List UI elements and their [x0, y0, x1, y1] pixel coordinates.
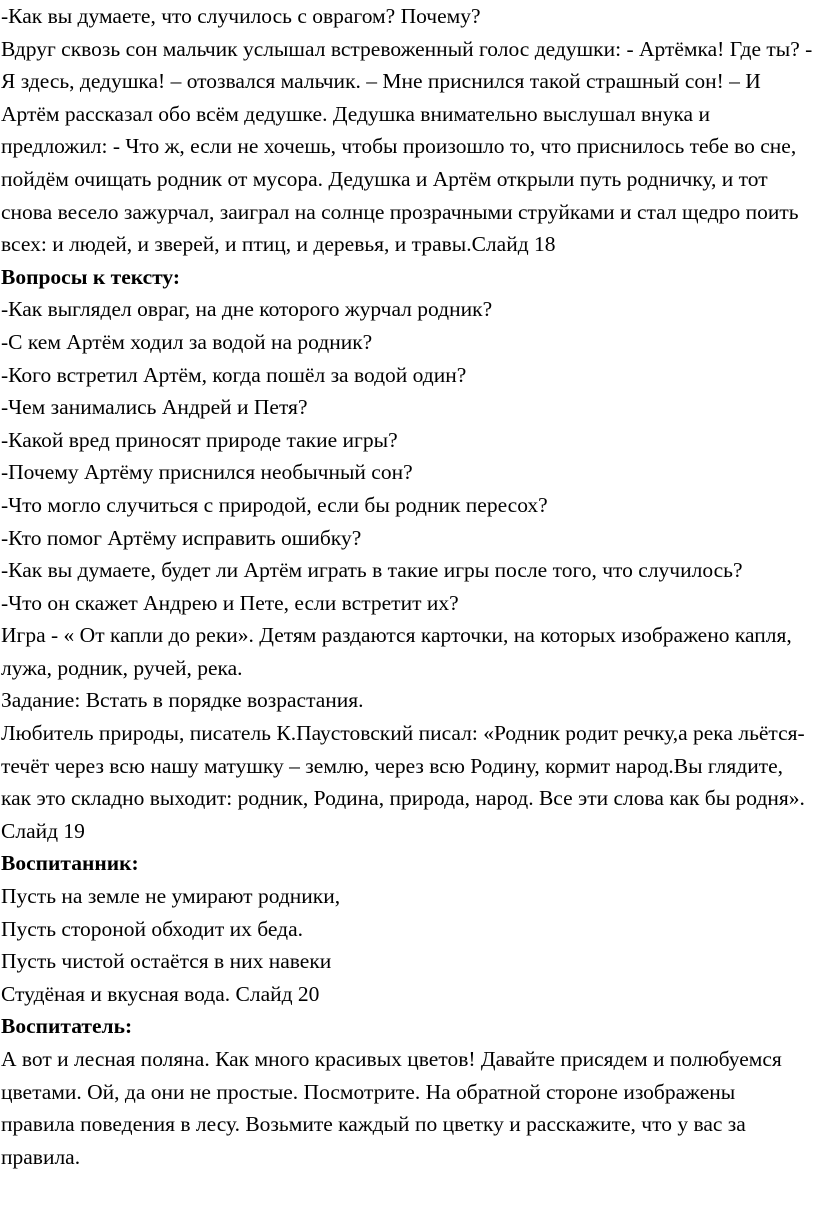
heading-pupil: Воспитанник:: [1, 851, 139, 876]
question-item: -Почему Артёму приснился необычный сон?: [1, 460, 413, 485]
question-item: -Что могло случиться с природой, если бы родник пересох?: [1, 492, 548, 517]
document-body: [1, 0, 813, 1173]
paragraph-paustovsky-quote: Любитель природы, писатель К.Паустовский писал: «Родник родит речку,а река льётся- течёт через всю нашу матушку – землю, через всю Родину, кормит народ.Вы глядите, как это складно выходит: родник, Родина, природа, народ. Все эти слова как бы родня». Слайд 19: [1, 721, 805, 843]
paragraph-question-ravine: -Как вы думаете, что случилось с оврагом? Почему?: [1, 4, 481, 28]
question-item: -Кого встретил Артём, когда пошёл за водой один?: [1, 362, 467, 387]
question-item: -Что он скажет Андрею и Пете, если встретит их?: [1, 590, 459, 615]
poem-line: Пусть чистой остаётся в них навеки: [1, 949, 332, 974]
paragraph-game: Игра - « От капли до реки». Детям раздаются карточки, на которых изображено капля, лужа, родник, ручей, река.: [1, 623, 792, 680]
question-item: -Как выглядел овраг, на дне которого журчал родник?: [1, 297, 493, 322]
paragraph-story: Вдруг сквозь сон мальчик услышал встревоженный голос дедушки: - Артёмка! Где ты? - Я здесь, дедушка! – отозвался мальчик. – Мне приснился такой страшный сон! – И Артём рассказал обо всём дедушке. Дедушка внимательно выслушал внука и предложил: - Что ж, если не хочешь, чтобы произошло то, что приснилось тебе во сне, пойдём очищать родник от мусора. Дедушка и Артём открыли путь родничку, и тот снова весело зажурчал, заиграл на солнце прозрачными струйками и стал щедро поить всех: и людей, и зверей, и птиц, и деревья, и травы.Слайд 18: [1, 36, 813, 257]
question-item: -Чем занимались Андрей и Петя?: [1, 395, 308, 420]
poem-line: Студёная и вкусная вода. Слайд 20: [1, 981, 320, 1006]
paragraph-forest-glade: А вот и лесная поляна. Как много красивых цветов! Давайте присядем и полюбуемся цветами. Ой, да они не простые. Посмотрите. На обратной стороне изображены правила поведения в лесу. Возьмите каждый по цветку и расскажите, что у вас за правила.: [1, 1047, 782, 1169]
heading-questions: Вопросы к тексту:: [1, 264, 181, 289]
poem-line: Пусть стороной обходит их беда.: [1, 916, 303, 941]
question-item: -Какой вред приносят природе такие игры?: [1, 427, 398, 452]
poem-line: Пусть на земле не умирают родники,: [1, 884, 341, 909]
question-item: -С кем Артём ходил за водой на родник?: [1, 329, 373, 354]
paragraph-task: Задание: Встать в порядке возрастания.: [1, 688, 364, 713]
heading-teacher: Воспитатель:: [1, 1014, 133, 1039]
question-item: -Кто помог Артёму исправить ошибку?: [1, 525, 362, 550]
question-item: -Как вы думаете, будет ли Артём играть в такие игры после того, что случилось?: [1, 558, 743, 583]
